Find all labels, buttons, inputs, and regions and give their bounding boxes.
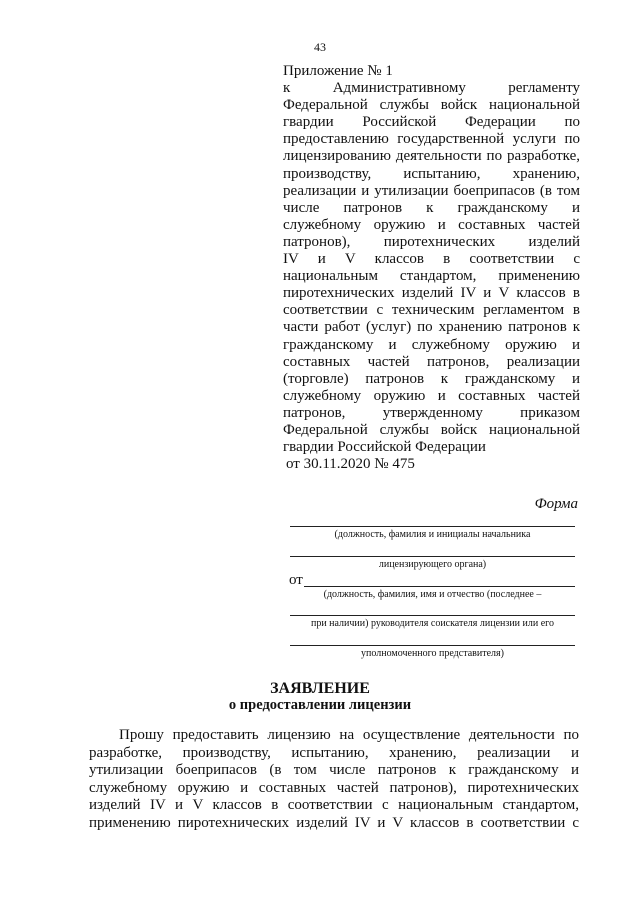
statement-line: применению пиротехнических изделий IV и V классов в соответствии с (89, 814, 579, 831)
statement-line: Прошу предоставить лицензию на осуществление деятельности по (119, 727, 579, 743)
from-label: от (289, 572, 303, 588)
appendix-block (283, 63, 580, 473)
statement-subtitle: о предоставлении лицензии (228, 697, 412, 713)
appendix-line: к Административному регламенту (283, 80, 580, 97)
appendix-title: Приложение № 1 (283, 63, 393, 79)
applicant-caption: (должность, фамилия, имя и отчество (последнее – (323, 589, 542, 600)
appendix-line: национальным стандартом, применению (283, 268, 580, 285)
addressee-caption: (должность, фамилия и инициалы начальника (334, 529, 531, 540)
addressee-caption: лицензирующего органа) (378, 559, 487, 570)
appendix-line: служебному оружию и составных частей (283, 216, 580, 233)
appendix-last-line: гвардии Российской Федерации (283, 439, 486, 456)
applicant-field-line[interactable] (290, 615, 575, 616)
appendix-line: гвардии Российской Федерации по (283, 114, 580, 131)
appendix-line: соответствии с техническим регламентом в (283, 302, 580, 319)
appendix-line: части работ (услуг) по хранению патронов к (283, 319, 580, 336)
applicant-caption: при наличии) руководителя соискателя лицензии или его (310, 618, 555, 629)
appendix-line: патронов), пиротехнических изделий (283, 233, 580, 250)
statement-line: служебному оружию и составных частей патронов), пиротехнических (89, 779, 579, 796)
statement-body (89, 727, 579, 832)
page-number: 43 (314, 40, 326, 54)
applicant-caption: уполномоченного представителя) (361, 648, 504, 659)
appendix-line: составных частей патронов, реализации (283, 353, 580, 370)
statement-title: ЗАЯВЛЕНИЕ (270, 680, 370, 697)
appendix-line: пиротехнических изделий IV и V классов в (283, 285, 580, 302)
addressee-field-line[interactable] (290, 556, 575, 557)
applicant-field-line[interactable] (304, 586, 575, 587)
appendix-line: патронов, утвержденному приказом (283, 404, 580, 421)
appendix-line: числе патронов к гражданскому и (283, 199, 580, 216)
applicant-field-line[interactable] (290, 645, 575, 646)
appendix-line: Федеральной службы войск национальной (283, 421, 580, 438)
appendix-line: предоставлению государственной услуги по (283, 131, 580, 148)
appendix-line: реализации и утилизации боеприпасов (в том (283, 182, 580, 199)
statement-line: разработке, производству, испытанию, хранению, реализации и (89, 744, 579, 761)
appendix-line: (торговле) патронов к гражданскому и (283, 370, 580, 387)
appendix-line: производству, испытанию, хранению, (283, 165, 580, 182)
statement-line: утилизации боеприпасов (в том числе патронов к гражданскому и (89, 762, 579, 778)
appendix-line: служебному оружию и составных частей (283, 387, 580, 404)
addressee-field-line[interactable] (290, 526, 575, 527)
appendix-line: гражданскому и служебному оружию и (283, 336, 580, 353)
appendix-line: Федеральной службы войск национальной (283, 97, 580, 114)
statement-line: изделий IV и V классов в соответствии с национальным стандартом, (89, 797, 579, 813)
form-label: Форма (534, 496, 578, 512)
appendix-line: лицензированию деятельности по разработке, (283, 148, 580, 165)
appendix-line: IV и V классов в соответствии с (283, 251, 580, 268)
appendix-date: от 30.11.2020 № 475 (286, 456, 415, 473)
